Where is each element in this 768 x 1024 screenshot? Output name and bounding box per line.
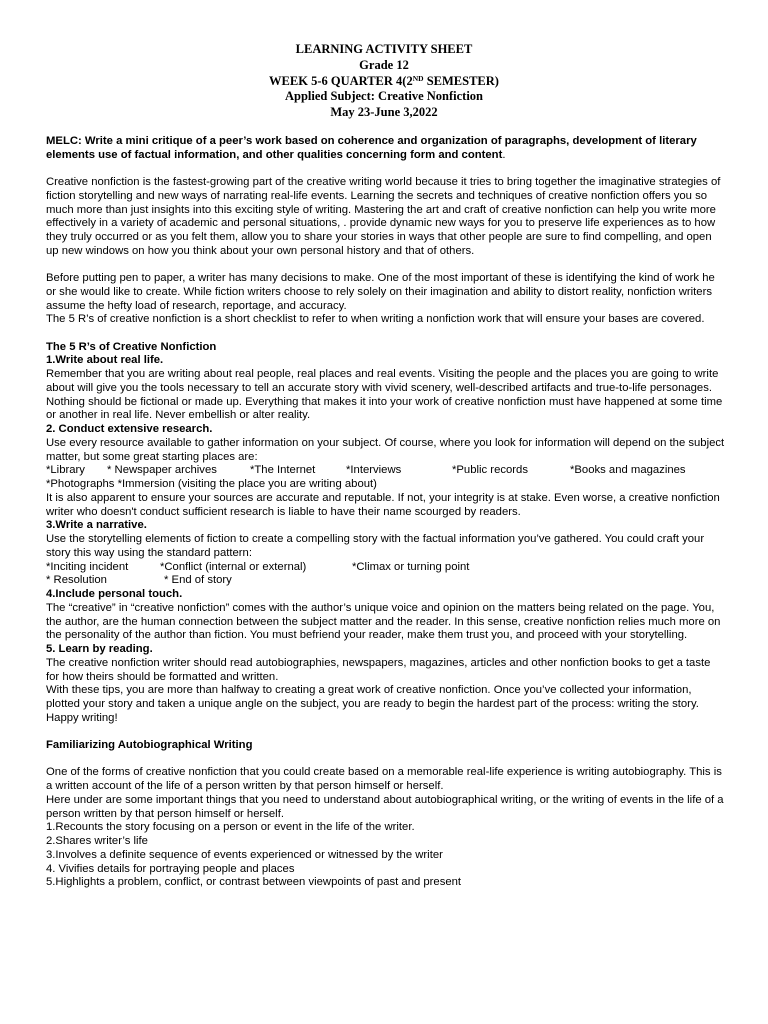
- r5-text: The creative nonfiction writer should read autobiographies, newspapers, magazines, articles and other nonfiction books to get a taste for how theirs should be formatted and written.: [46, 656, 711, 683]
- r2-text: Use every resource available to gather information on your subject. Of course, where you look for information will depend on the subject matter, but some great starting places are:: [46, 436, 725, 463]
- pattern-item: * End of story: [164, 574, 232, 587]
- document-header: [0, 42, 768, 121]
- list-item: 5.Highlights a problem, conflict, or contrast between viewpoints of past and present: [46, 876, 462, 889]
- pattern-item: * Resolution: [46, 574, 107, 587]
- melc-text: MELC: Write a mini critique of a peer’s work based on coherence and organization of paragraphs, development of literary elements use of factual information, and other qualities concerning form and content: [46, 135, 697, 161]
- melc-statement: [46, 135, 726, 163]
- story-pattern-list-2: [46, 574, 726, 588]
- source-item: *Books and magazines: [570, 464, 686, 477]
- pattern-item: *Inciting incident: [46, 560, 129, 573]
- autobio-paragraph-1: One of the forms of creative nonfiction that you could create based on a memorable real-life experience is writing autobiography. This is a written account of the life of a person written by that person himself or herself.: [46, 766, 722, 792]
- list-item: 3.Involves a definite sequence of events experienced or witnessed by the writer: [46, 848, 443, 861]
- closing-paragraph: With these tips, you are more than halfway to creating a great work of creative nonfiction. Once you’ve collected your information, plotted your story and taken a unique angle on the subject, you are ready to begin the hardest part of the process: writing the story. Happy writing!: [46, 684, 699, 724]
- r5-heading: 5. Learn by reading.: [46, 643, 153, 655]
- intro-paragraph-1: Creative nonfiction is the fastest-growing part of the creative writing world because it tries to bring together the imaginative strategies of fiction storytelling and new ways of narrating real-life events. Learning the secrets and techniques of creative nonfiction offers you so much more than just insights into this exciting style of writing. Mastering the art and craft of creative nonfiction can help you write more effectively in a variety of academic and personal situations, . provide dynamic new ways for you to preserve life experiences as to how they truly occurred or as you felt them, allow you to share your stories in ways that other people are sure to find compelling, and open up new windows on how you think about your own personal history and that of others.: [46, 176, 721, 257]
- r4-heading: 4.Include personal touch.: [46, 588, 183, 600]
- grade-label: Grade 12: [359, 57, 409, 72]
- list-item: 2.Shares writer’s life: [46, 835, 148, 847]
- research-sources-list-2: *Photographs *Immersion (visiting the place you are writing about): [46, 478, 377, 490]
- sheet-title: LEARNING ACTIVITY SHEET: [295, 42, 473, 56]
- pattern-item: *Climax or turning point: [352, 560, 470, 573]
- autobio-paragraph-2: Here under are some important things that you need to understand about autobiographical writing, or the writing of events in the life of a person written by that person himself or herself.: [46, 793, 724, 820]
- research-sources-list: [46, 464, 726, 478]
- r4-text: The “creative” in “creative nonfiction” comes with the author’s unique voice and opinion on the matters being related on the page. You, the author, are the human connection between the subject matter and the reader. In this sense, creative nonfiction relies much more on the personality of the author than fiction. You must befriend your reader, make them trust you, and proceed with your storytelling.: [46, 601, 721, 642]
- week-quarter-label: [0, 74, 768, 90]
- r1-heading: 1.Write about real life.: [46, 354, 164, 367]
- week-superscript: ND: [412, 73, 424, 83]
- intro-paragraph-2: Before putting pen to paper, a writer has many decisions to make. One of the most important of these is identifying the kind of work he or she would like to create. While fiction writers choose to rely solely on their imagination and ability to distort reality, nonfiction writers assume the hefty load of research, reportage, and accuracy.: [46, 272, 715, 312]
- r1-text: Remember that you are writing about real people, real places and real events. Visiting the people and the places you are going to write about will give you the tools necessary to tell an accurate story with vivid scenery, well-described artifacts and true-to-life personages. Nothing should be fictional or made up. Everything that makes it into your work of creative nonfiction must have happened at some time or another in real life. Never embellish or alter reality.: [46, 368, 723, 422]
- r3-text: Use the storytelling elements of fiction to create a compelling story with the factual information you’ve gathered. You could craft your story this way using the standard pattern:: [46, 533, 705, 559]
- r2-text-2: It is also apparent to ensure your sources are accurate and reputable. If not, your integrity is at stake. Even worse, a creative nonfiction writer who doesn't conduct sufficient research is liable to have their name scourged by readers.: [46, 491, 720, 518]
- week-semester: SEMESTER): [423, 73, 499, 88]
- r3-heading: 3.Write a narrative.: [46, 519, 147, 532]
- source-item: *The Internet: [250, 464, 316, 477]
- autobio-title: Familiarizing Autobiographical Writing: [46, 739, 253, 751]
- document-body: [46, 135, 726, 890]
- five-rs-title: The 5 R’s of Creative Nonfiction: [46, 340, 217, 353]
- melc-period: .: [502, 148, 506, 161]
- list-item: 4. Vivifies details for portraying people and places: [46, 862, 295, 875]
- r2-heading: 2. Conduct extensive research.: [46, 423, 213, 435]
- pattern-item: *Conflict (internal or external): [160, 560, 307, 573]
- list-item: 1.Recounts the story focusing on a person or event in the life of the writer.: [46, 821, 415, 834]
- source-item: *Library: [46, 464, 85, 477]
- story-pattern-list: [46, 561, 726, 575]
- subject-label: Applied Subject: Creative Nonfiction: [284, 89, 484, 104]
- intro-paragraph-3: The 5 R’s of creative nonfiction is a short checklist to refer to when writing a nonfiction work that will ensure your bases are covered.: [46, 313, 705, 326]
- source-item: * Newspaper archives: [107, 464, 217, 477]
- source-item: *Interviews: [346, 464, 402, 477]
- source-item: *Public records: [452, 464, 528, 477]
- date-range: May 23-June 3,2022: [330, 105, 438, 120]
- week-text: WEEK 5-6 QUARTER 4(2: [269, 73, 413, 88]
